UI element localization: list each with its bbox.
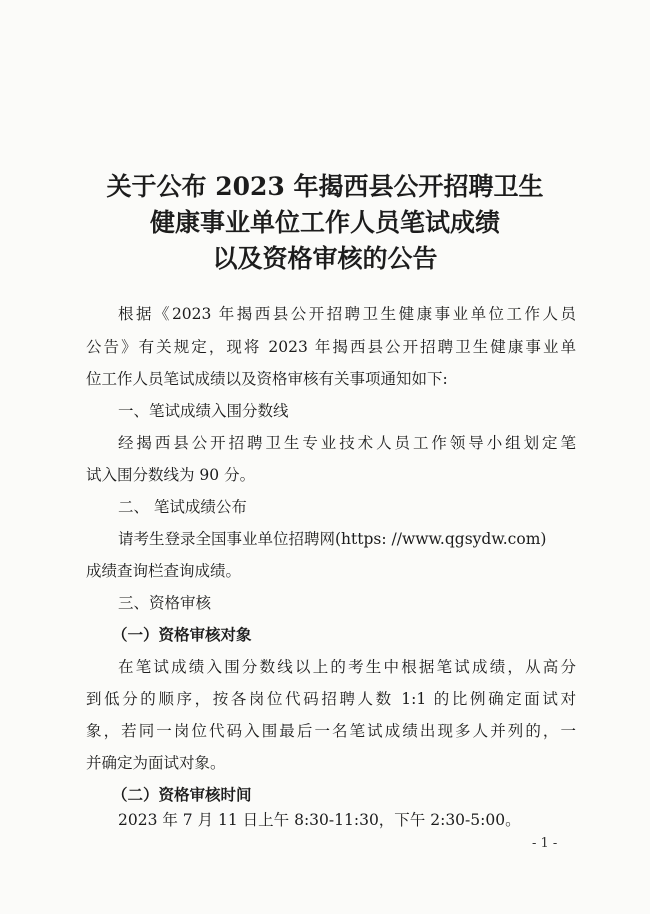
sub2-line: 2023 年 7 月 11 日上午 8:30-11:30，下午 2:30-5:00。 bbox=[118, 811, 521, 829]
section1-line-1: 经揭西县公开招聘卫生专业技术人员工作领导小组划定笔 bbox=[118, 434, 576, 452]
title-line-2: 健康事业单位工作人员笔试成绩 bbox=[149, 208, 500, 237]
section2-line-2: 成绩查询栏查询成绩。 bbox=[86, 562, 242, 580]
title-line-3: 以及资格审核的公告 bbox=[212, 244, 438, 273]
sub1-line-2: 到低分的顺序，按各岗位代码招聘人数 1:1 的比例确定面试对 bbox=[86, 690, 576, 708]
sub1-line-3: 象，若同一岗位代码入围最后一名笔试成绩出现多人并列的，一 bbox=[86, 722, 576, 740]
section2-heading: 二、 笔试成绩公布 bbox=[118, 498, 247, 516]
section3-heading: 三、资格审核 bbox=[118, 594, 212, 612]
sub1-line-4: 并确定为面试对象。 bbox=[86, 754, 226, 772]
sub1-line-1: 在笔试成绩入围分数线以上的考生中根据笔试成绩，从高分 bbox=[118, 658, 576, 676]
page-number: - 1 - bbox=[532, 836, 558, 851]
sub2-heading: （二）资格审核时间 bbox=[112, 785, 252, 804]
intro-line-2: 公告》有关规定，现将 2023 年揭西县公开招聘卫生健康事业单 bbox=[86, 338, 576, 356]
intro-line-1: 根据《2023 年揭西县公开招聘卫生健康事业单位工作人员 bbox=[118, 305, 576, 323]
section1-heading: 一、笔试成绩入围分数线 bbox=[118, 402, 289, 420]
title-line-1: 关于公布 2023 年揭西县公开招聘卫生 bbox=[106, 172, 544, 201]
intro-line-3: 位工作人员笔试成绩以及资格审核有关事项通知如下: bbox=[86, 370, 448, 388]
section1-line-2: 试入围分数线为 90 分。 bbox=[86, 466, 256, 484]
section2-line-1: 请考生登录全国事业单位招聘网(https: //www.qgsydw.com) bbox=[118, 530, 547, 548]
sub1-heading: （一）资格审核对象 bbox=[112, 625, 252, 644]
